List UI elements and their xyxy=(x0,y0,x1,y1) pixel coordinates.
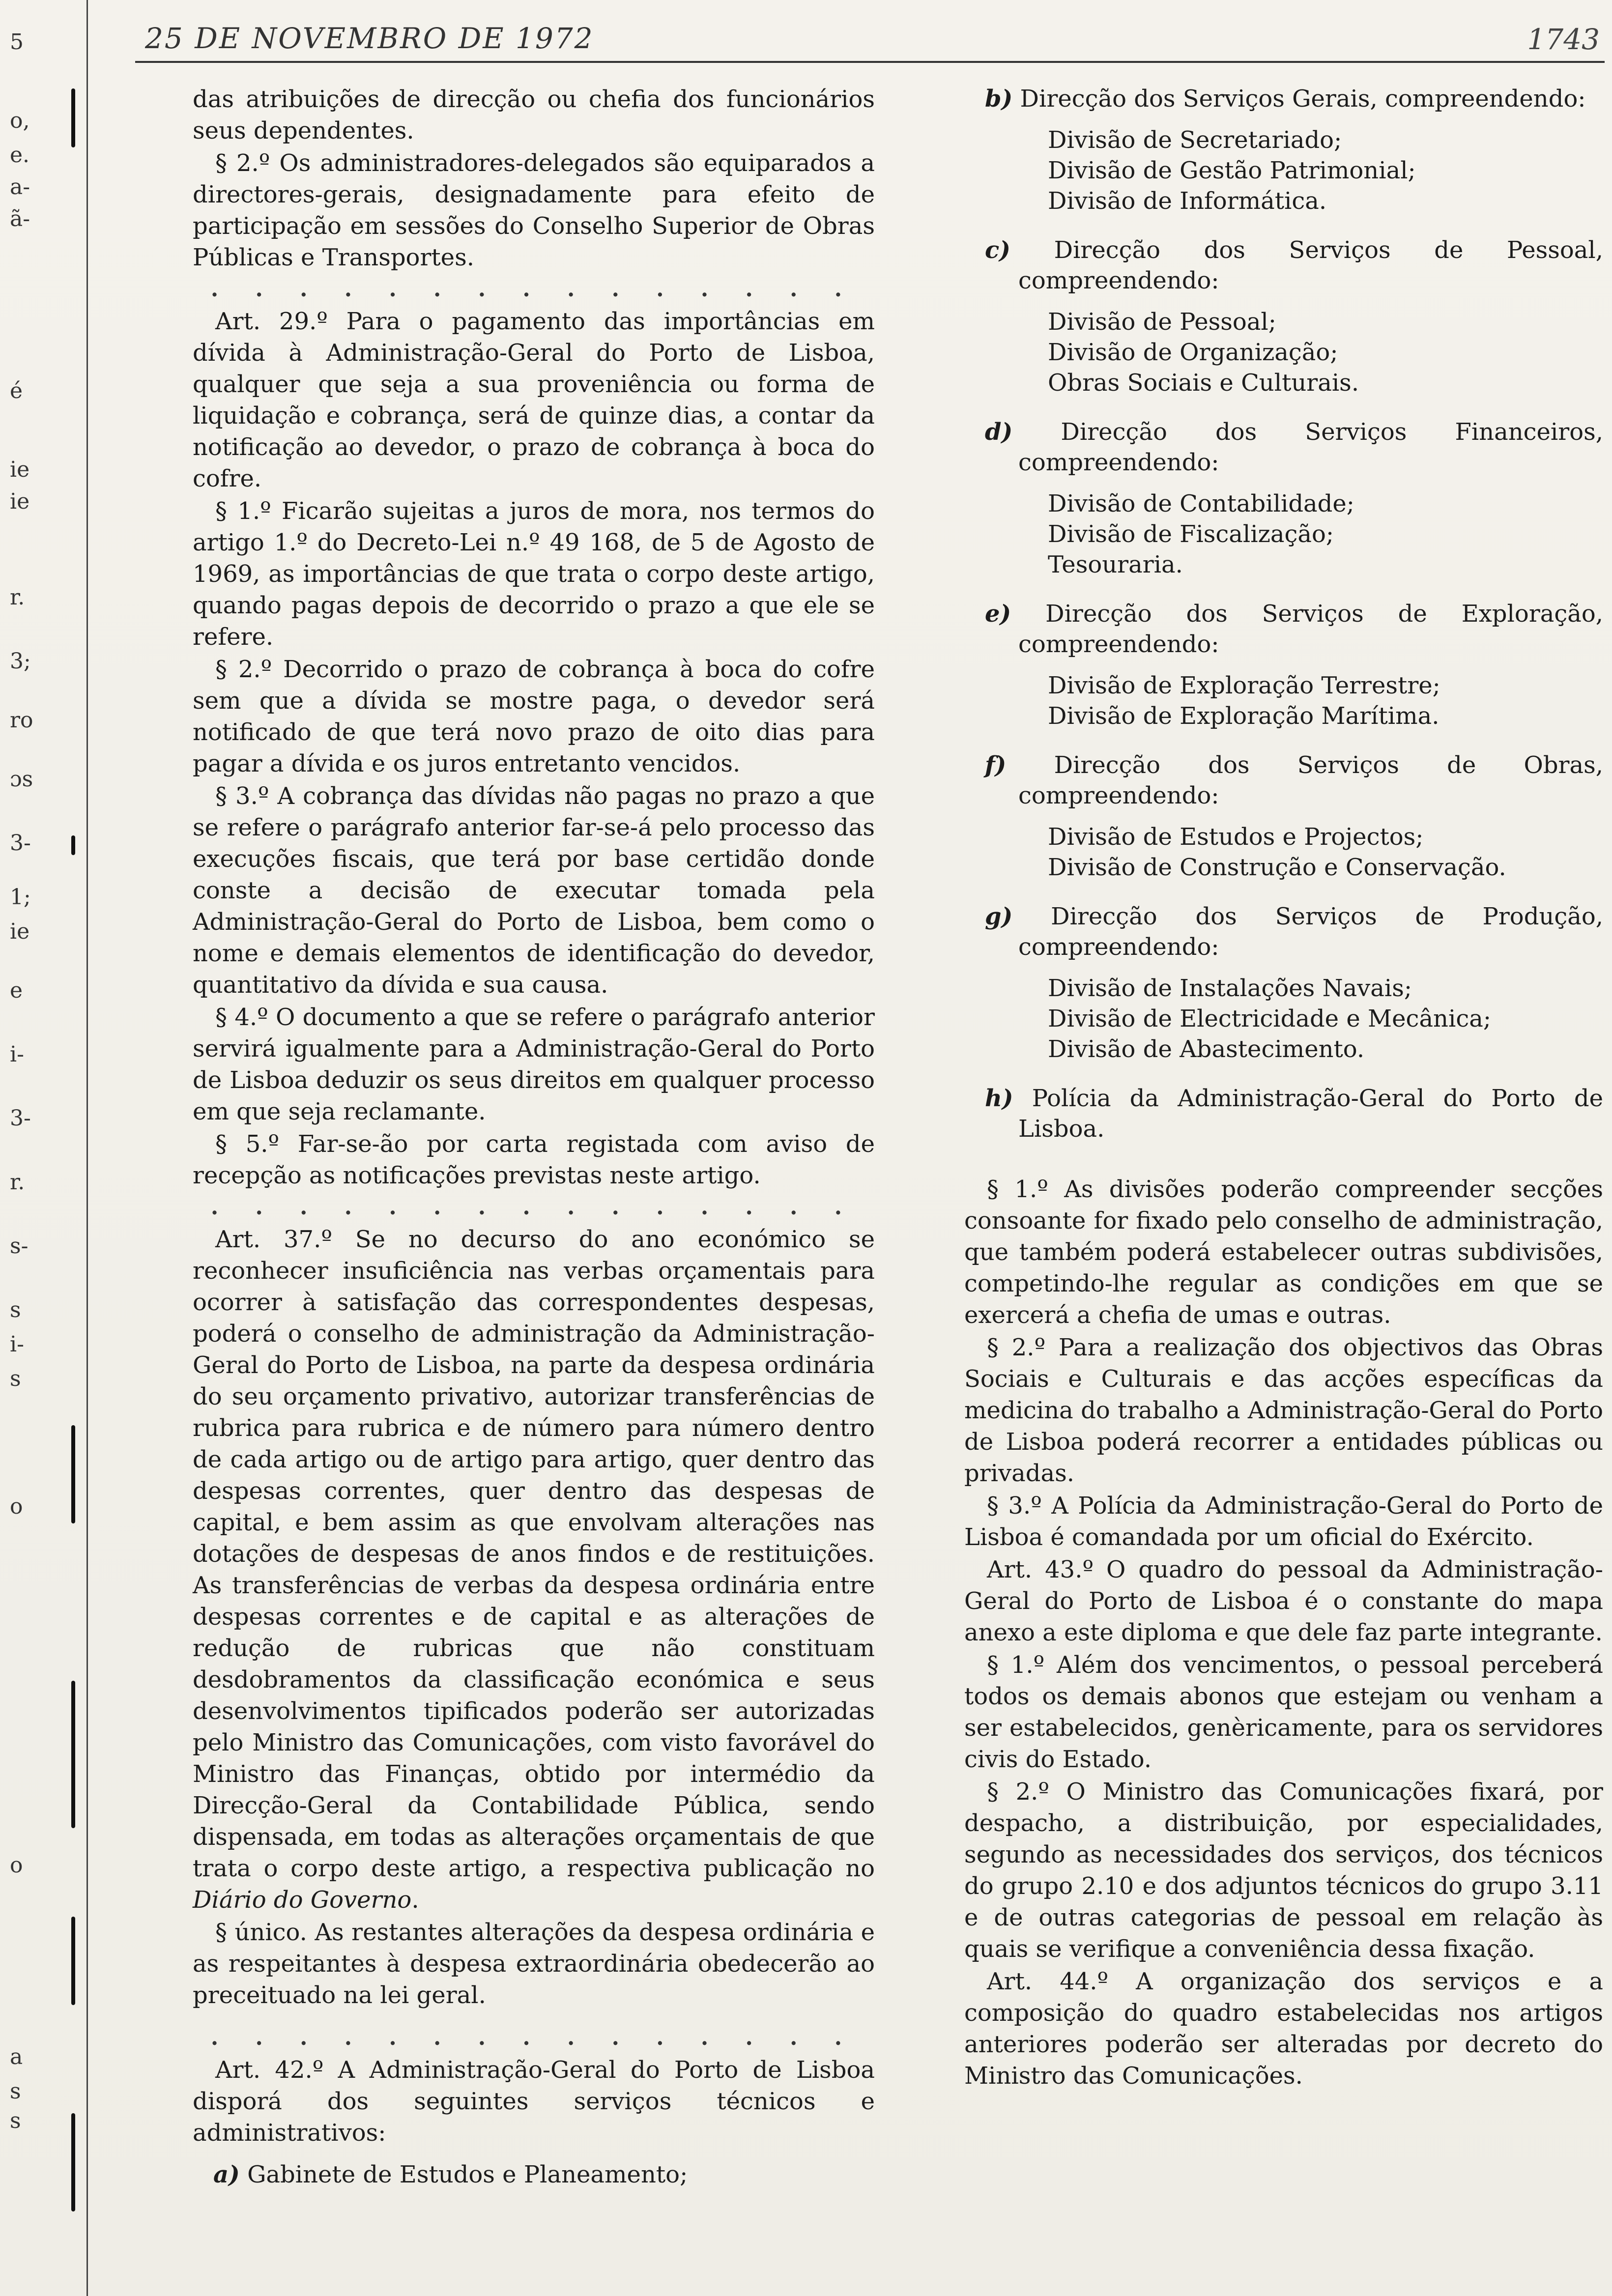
section-separator: . . . . . . . . . . . . . . . xyxy=(210,2025,857,2050)
margin-fragment: s xyxy=(10,2079,21,2104)
sub-item: Divisão de Informática. xyxy=(1048,187,1327,215)
sub-item: Divisão de Contabilidade; xyxy=(1048,490,1354,517)
margin-fragment: s xyxy=(10,1366,21,1391)
item-label: d) xyxy=(985,418,1013,446)
margin-fragment: e. xyxy=(10,143,30,168)
sub-item: Obras Sociais e Culturais. xyxy=(1048,369,1359,397)
margin-fragment: o, xyxy=(10,108,30,133)
left-column xyxy=(193,84,875,2190)
page-number: 1743 xyxy=(1527,23,1600,56)
margin-fragment: s xyxy=(10,1297,21,1322)
section-separator: . . . . . . . . . . . . . . . xyxy=(210,277,857,302)
section-separator: . . . . . . . . . . . . . . . xyxy=(210,1195,857,1220)
item-text: Polícia da Administração-Geral do Porto de Lisboa. xyxy=(1018,1085,1603,1143)
paragraph: § 2.º Os administradores-delegados são equiparados a directores-gerais, designadamente para efeito de participação em sessões do Conselho Superior de Obras Públicas e Transportes. xyxy=(193,149,875,271)
sub-item: Divisão de Organização; xyxy=(1048,339,1338,366)
paragraph: § 3.º A Polícia da Administração-Geral do Porto de Lisboa é comandada por um oficial do Exército. xyxy=(964,1492,1603,1551)
item-text: Gabinete de Estudos e Planeamento; xyxy=(247,2161,688,2188)
sub-item: Divisão de Construção e Conservação. xyxy=(1048,854,1506,881)
item-text: Direcção dos Serviços de Exploração, compreendendo: xyxy=(1018,600,1604,658)
paragraph: § 1.º As divisões poderão compreender secções consoante for fixado pelo conselho de administração, que também poderá estabelecer outras subdivisões, competindo-lhe regular as condições em que se exercerá a chefia de umas e outras. xyxy=(964,1176,1603,1329)
list-item xyxy=(193,2159,875,2190)
sub-item: Divisão de Fiscalização; xyxy=(1048,520,1334,548)
margin-fragment: a- xyxy=(10,174,30,200)
margin-fragment: o xyxy=(10,1494,23,1519)
margin-fragment: 5 xyxy=(10,29,24,55)
margin-fragment: ã- xyxy=(10,206,30,231)
item-text: Direcção dos Serviços de Produção, compreendendo: xyxy=(1018,903,1603,961)
sub-item: Divisão de Gestão Patrimonial; xyxy=(1048,157,1416,184)
paragraph: § 1.º Além dos vencimentos, o pessoal perceberá todos os demais abonos que estejam ou venham a ser estabelecidos, genèricamente, para os servidores civis do Estado. xyxy=(964,1651,1603,1773)
paragraph: § único. As restantes alterações da despesa ordinária e as respeitantes à despesa extraordinária obedecerão ao preceituado na lei geral. xyxy=(193,1919,875,2009)
margin-fragment: 3- xyxy=(10,1106,31,1131)
margin-fragment: i- xyxy=(10,1332,24,1357)
margin-fragment: 3- xyxy=(10,831,31,856)
item-label: e) xyxy=(985,600,1011,628)
item-label: g) xyxy=(985,903,1013,930)
margin-fragment: r. xyxy=(10,1170,25,1195)
margin-brace-mark xyxy=(71,835,75,855)
margin-fragment: r. xyxy=(10,585,25,610)
margin-fragment: ro xyxy=(10,708,33,733)
sub-item: Divisão de Exploração Marítima. xyxy=(1048,702,1439,730)
article-44: Art. 44.º A organização dos serviços e a composição do quadro estabelecidas nos artigos anteriores poderão ser alteradas por decreto do Ministro das Comunicações. xyxy=(964,1968,1603,2090)
paragraph: das atribuições de direcção ou chefia dos funcionários seus dependentes. xyxy=(193,86,875,144)
margin-fragment: 3; xyxy=(10,649,31,674)
sub-item: Divisão de Instalações Navais; xyxy=(1048,975,1412,1002)
sub-item: Divisão de Electricidade e Mecânica; xyxy=(1048,1005,1491,1033)
page-header xyxy=(135,12,1605,66)
list-item xyxy=(964,84,1603,216)
page-edge-line xyxy=(86,0,88,2296)
paragraph: § 2.º Para a realização dos objectivos das Obras Sociais e Culturais e das acções específicas da medicina do trabalho a Administração-Geral do Porto de Lisboa poderá recorrer a entidades públicas ou privadas. xyxy=(964,1334,1603,1487)
item-text: Direcção dos Serviços de Pessoal, compreendendo: xyxy=(1018,236,1603,294)
header-rule xyxy=(135,61,1605,63)
item-text: Direcção dos Serviços Gerais, compreendendo: xyxy=(1020,85,1586,113)
paragraph: § 4.º O documento a que se refere o parágrafo anterior servirá igualmente para a Administração-Geral do Porto de Lisboa deduzir os seus direitos em qualquer processo em que seja reclamante. xyxy=(193,1004,875,1125)
header-date: 25 DE NOVEMBRO DE 1972 xyxy=(145,22,594,55)
margin-brace-mark xyxy=(71,88,75,147)
margin-brace-mark xyxy=(71,1425,75,1523)
item-label: b) xyxy=(985,85,1013,113)
list-item xyxy=(964,235,1603,398)
paragraph: § 5.º Far-se-ão por carta registada com aviso de recepção as notificações previstas neste artigo. xyxy=(193,1130,875,1189)
list-item xyxy=(964,750,1603,883)
article-37 xyxy=(193,1224,875,1916)
sub-item: Divisão de Estudos e Projectos; xyxy=(1048,823,1424,851)
article-37-end: . xyxy=(411,1886,419,1914)
left-margin-fragments xyxy=(0,0,123,2296)
paragraph: § 2.º O Ministro das Comunicações fixará, por despacho, a distribuição, por especialidades, segundo as necessidades dos serviços, dos técnicos do grupo 2.10 e dos adjuntos técnicos do grupo 3.11 e de outras categorias de pessoal em relação às quais se verifique a conveniência dessa fixação. xyxy=(964,1778,1603,1963)
sub-item: Divisão de Pessoal; xyxy=(1048,308,1276,336)
margin-fragment: o xyxy=(10,1853,23,1878)
item-label: h) xyxy=(985,1085,1013,1112)
margin-fragment: a xyxy=(10,2044,23,2069)
margin-brace-mark xyxy=(71,1917,75,2005)
margin-fragment: s xyxy=(10,2108,21,2133)
diario-do-governo-ref: Diário do Governo xyxy=(193,1886,412,1914)
sub-item: Divisão de Exploração Terrestre; xyxy=(1048,672,1440,699)
margin-brace-mark xyxy=(71,2113,75,2211)
margin-fragment: ie xyxy=(10,489,30,514)
item-label: f) xyxy=(985,751,1007,779)
article-29: Art. 29.º Para o pagamento das importâncias em dívida à Administração-Geral do Porto de Lisboa, qualquer que seja a sua proveniência ou forma de liquidação e cobrança, será de quinze dias, a contar da notificação ao devedor, o prazo de cobrança à boca do cofre. xyxy=(193,308,875,492)
sub-item: Divisão de Abastecimento. xyxy=(1048,1035,1365,1063)
paragraph: § 3.º A cobrança das dívidas não pagas no prazo a que se refere o parágrafo anterior far-se-á pelo processo das execuções fiscais, que terá por base certidão donde conste a decisão de executar tomada pela Administração-Geral do Porto de Lisboa, bem como o nome e demais elementos de identificação do devedor, quantitativo da dívida e sua causa. xyxy=(193,782,875,999)
paragraph: § 1.º Ficarão sujeitas a juros de mora, nos termos do artigo 1.º do Decreto-Lei n.º 49 168, de 5 de Agosto de 1969, as importâncias de que trata o corpo deste artigo, quando pagas depois de decorrido o prazo a que ele se refere. xyxy=(193,497,875,651)
margin-fragment: ie xyxy=(10,457,30,482)
right-column xyxy=(964,84,1603,2092)
list-item xyxy=(964,1083,1603,1144)
sub-item: Divisão de Secretariado; xyxy=(1048,126,1342,154)
list-item xyxy=(964,901,1603,1064)
item-label: a) xyxy=(213,2161,240,2188)
item-text: Direcção dos Serviços de Obras, compreendendo: xyxy=(1018,751,1603,809)
margin-brace-mark xyxy=(71,1681,75,1828)
item-text: Direcção dos Serviços Financeiros, compreendendo: xyxy=(1018,418,1604,476)
margin-fragment: 1; xyxy=(10,885,31,910)
margin-fragment: ie xyxy=(10,919,30,944)
margin-fragment: e xyxy=(10,978,23,1003)
margin-fragment: i- xyxy=(10,1042,24,1067)
article-37-text: Art. 37.º Se no decurso do ano económico se reconhecer insuficiência nas verbas orçamentais para ocorrer à satisfação das correspondentes despesas, poderá o conselho de administração da Administração-Geral do Porto de Lisboa, na parte da despesa ordinária do seu orçamento privativo, autorizar transferências de rubrica para rubrica e de número para número dentro de cada artigo ou de artigo para artigo, quer dentro das despesas correntes, quer dentro das despesas de capital, e bem assim as que envolvam alterações nas dotações de despesas de anos findos e de restituições. As transferências de verbas da despesa ordinária entre despesas correntes e de capital e as alterações de redução de rubricas que não constituam desdobramentos da classificação económica e seus desenvolvimentos tipificados poderão ser autorizadas pelo Ministro das Comunicações, com visto favorável do Ministro das Finanças, obtido por intermédio da Direcção-Geral da Contabilidade Pública, sendo dispensada, em todas as alterações orçamentais de que trata o corpo deste artigo, a respectiva publicação no xyxy=(193,1226,875,1882)
list-item xyxy=(964,417,1603,580)
sub-item: Tesouraria. xyxy=(1048,551,1183,578)
margin-fragment: é xyxy=(10,378,23,403)
paragraph: § 2.º Decorrido o prazo de cobrança à boca do cofre sem que a dívida se mostre paga, o devedor será notificado de que terá novo prazo de oito dias para pagar a dívida e os juros entretanto vencidos. xyxy=(193,656,875,777)
margin-fragment: ɔs xyxy=(10,767,33,792)
article-42: Art. 42.º A Administração-Geral do Porto de Lisboa disporá dos seguintes serviços técnicos e administrativos: xyxy=(193,2056,875,2147)
article-43: Art. 43.º O quadro do pessoal da Administração-Geral do Porto de Lisboa é o constante do mapa anexo a este diploma e que dele faz parte integrante. xyxy=(964,1556,1603,1646)
item-label: c) xyxy=(985,236,1010,264)
margin-fragment: s- xyxy=(10,1234,29,1259)
list-item xyxy=(964,599,1603,731)
